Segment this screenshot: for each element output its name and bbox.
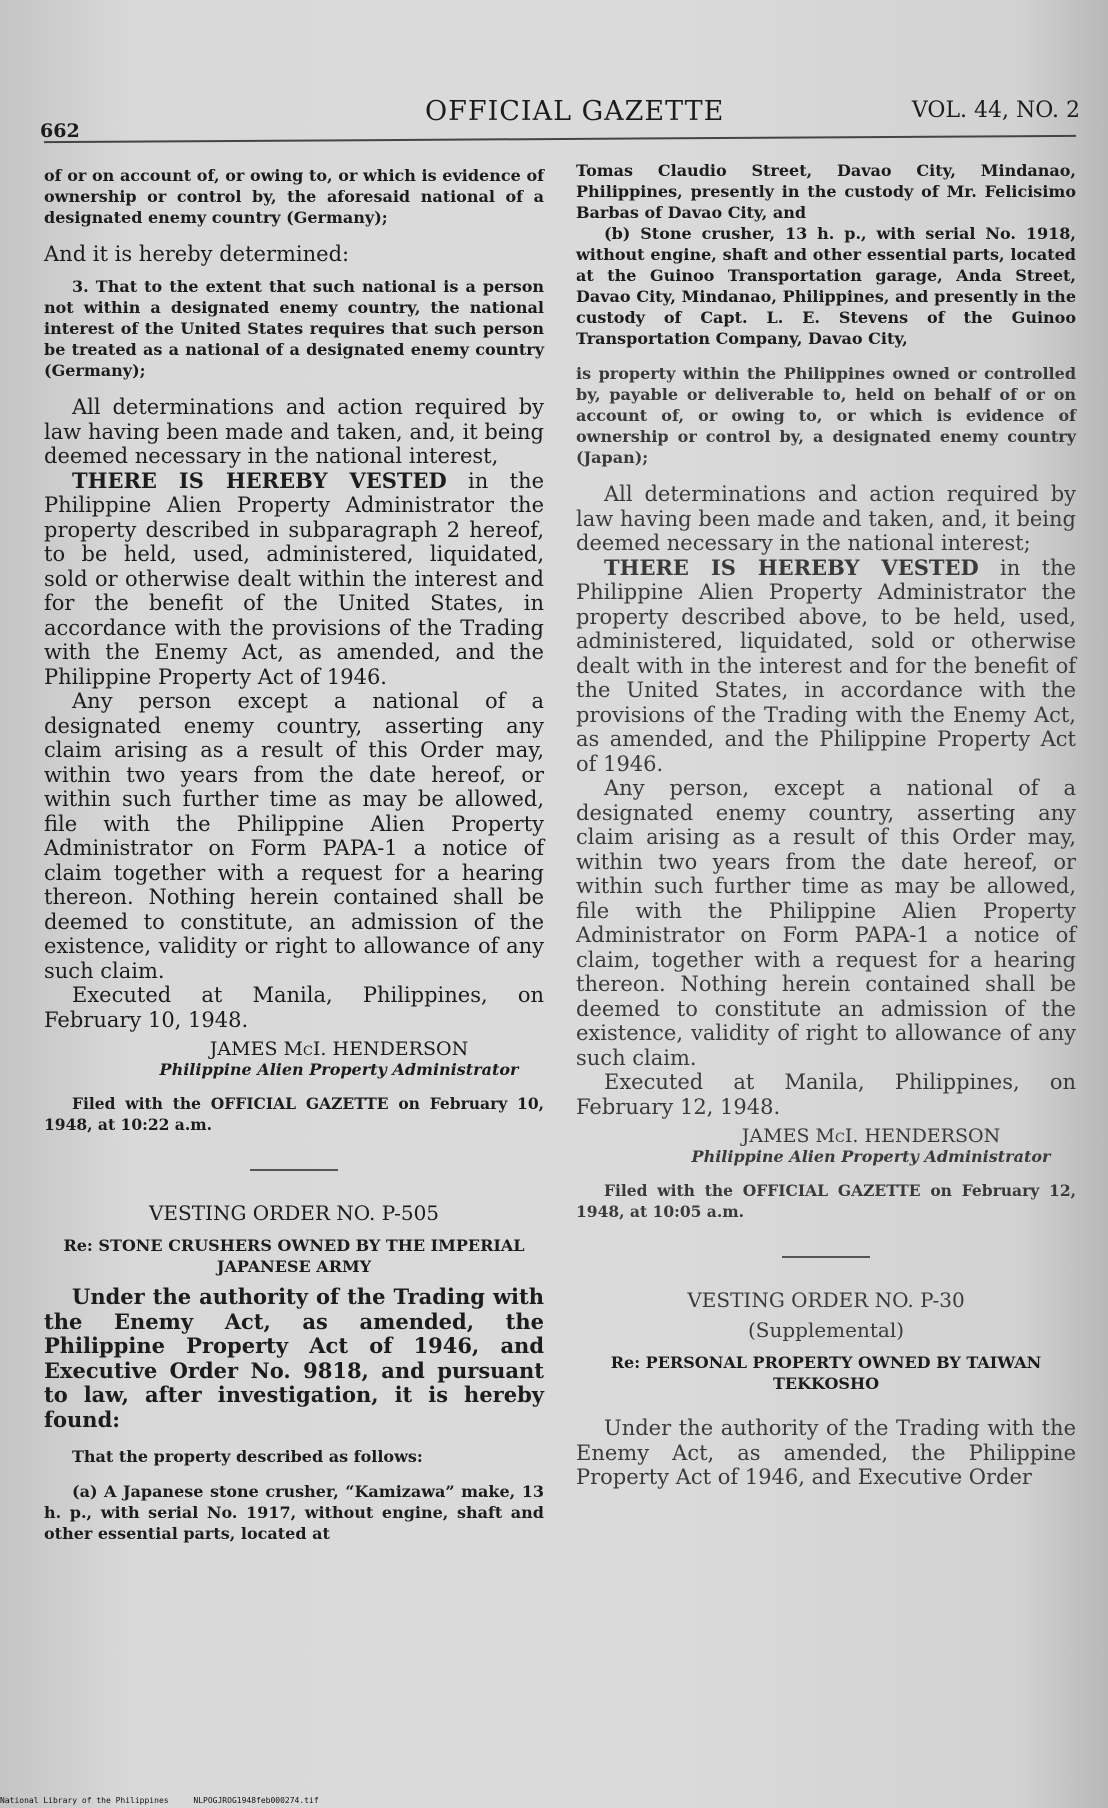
right-signer-title: Philippine Alien Property Administrator xyxy=(691,1147,1051,1166)
right-vested-lead: THERE IS HEREBY VESTED xyxy=(604,554,979,580)
right-divider xyxy=(782,1256,870,1258)
right-filed-note: Filed with the OFFICIAL GAZETTE on February 12, 1948, at 10:05 a.m. xyxy=(576,1181,1076,1221)
left-paragraph-3: 3. That to the extent that such national is a person not within a designated enemy country, the national interest of the United States requires that such person be treated as a national of a designated enemy country (Germany); xyxy=(44,277,544,380)
right-vesting-order-heading: VESTING ORDER NO. P-30 xyxy=(687,1288,965,1312)
right-executed-paragraph: Executed at Manila, Philippines, on February 12, 1948. xyxy=(576,1070,1076,1119)
right-column xyxy=(576,160,1076,1490)
left-authority-paragraph: Under the authority of the Trading with the Enemy Act, as amended, the Philippine Property Act of 1946, and Executive Order No. 9818, and pursuant to law, after investigation, it is hereby found: xyxy=(44,1284,544,1432)
right-item-b: (b) Stone crusher, 13 h. p., with serial No. 1918, without engine, shaft and other essential parts, located at the Guinoo Transportation garage, Anda Street, Davao City, Mindanao, Philippines, and presently in the custody of Capt. L. E. Stevens of the Guinoo Transportation Company, Davao City, xyxy=(576,224,1076,348)
right-claim-paragraph: Any person, except a national of a designated enemy country, asserting any claim arising as a result of this Order may, within two years from the date hereof, or within such further time as may be allowed, file with the Philippine Alien Property Administrator on Form PAPA-1 a notice of claim, together with a request for a hearing thereon. Nothing herein contained shall be deemed to constitute an admission of the existence, validity of right to allowance of any such claim. xyxy=(576,776,1076,1070)
footer-filename: NLPOGJROG1948feb000274.tif xyxy=(193,1796,319,1805)
left-claim-paragraph: Any person except a national of a designated enemy country, asserting any claim arising as a result of this Order may, within two years from the date hereof, or within such further time as may be allowed, file with the Philippine Alien Property Administrator on Form PAPA-1 a notice of claim together with a request for a hearing thereon. Nothing herein contained shall be deemed to constitute, an admission of the existence, validity or right to allowance of any such claim. xyxy=(44,689,544,983)
right-supplemental: (Supplemental) xyxy=(747,1318,905,1342)
left-vested-text: in the Philippine Alien Property Administrator the property described in subparagraph 2 hereof, to be held, used, administered, liquidated, sold or otherwise dealt within the interest and for the benefit of the United States, in accordance with the provisions of the Trading with the Enemy Act, as amended, and the Philippine Property Act of 1946. xyxy=(44,468,545,689)
publication-title: OFFICIAL GAZETTE xyxy=(425,96,725,127)
left-vested-paragraph xyxy=(44,469,544,690)
right-signer: JAMES McI. HENDERSON xyxy=(741,1125,1001,1147)
footer-library: National Library of the Philippines xyxy=(0,1796,169,1805)
right-authority-paragraph: Under the authority of the Trading with the Enemy Act, as amended, the Philippine Property Act of 1946, and Executive Order xyxy=(576,1416,1076,1489)
right-determinations-paragraph: All determinations and action required by law having been made and taken, and, it being deemed necessary in the national interest; xyxy=(576,482,1076,555)
left-item-a: (a) A Japanese stone crusher, “Kamizawa” make, 13 h. p., with serial No. 1917, without engine, shaft and other essential parts, located at xyxy=(44,1482,544,1543)
left-vested-lead: THERE IS HEREBY VESTED xyxy=(72,467,447,493)
left-executed-paragraph: Executed at Manila, Philippines, on February 10, 1948. xyxy=(44,983,544,1032)
right-property-statement: is property within the Philippines owned or controlled by, payable or deliverable to, held on behalf of or on account of, or owing to, or which is evidence of ownership or control by, a designated enemy country (Japan); xyxy=(576,364,1076,467)
right-vested-text: in the Philippine Alien Property Administrator the property described above, to be held, used, administered, liquidated, sold or otherwise dealt with in the interest and for the benefit of the United States, in accordance with the provisions of the Trading with the Enemy Act, as amended, and the Philippine Property Act of 1946. xyxy=(576,555,1077,776)
scan-footer xyxy=(0,1796,339,1805)
left-determinations-paragraph: All determinations and action required by law having been made and taken, and, it being deemed necessary in the national interest, xyxy=(44,395,544,468)
left-column xyxy=(44,165,544,1544)
right-vested-paragraph xyxy=(576,556,1076,777)
left-divider xyxy=(250,1169,338,1171)
volume-number: VOL. 44, NO. 2 xyxy=(911,98,1080,123)
left-filed-note: Filed with the OFFICIAL GAZETTE on February 10, 1948, at 10:22 a.m. xyxy=(44,1094,544,1134)
right-re-heading: Re: PERSONAL PROPERTY OWNED BY TAIWAN TEKKOSHO xyxy=(610,1353,1042,1393)
left-paragraph-1: of or on account of, or owing to, or which is evidence of ownership or control by, the aforesaid national of a designated enemy country (Germany); xyxy=(44,166,544,227)
left-determined-heading: And it is hereby determined: xyxy=(44,242,350,266)
page-number: 662 xyxy=(40,120,80,142)
page-header xyxy=(40,88,1080,142)
left-property-described: That the property described as follows: xyxy=(72,1447,423,1466)
left-signer: JAMES McI. HENDERSON xyxy=(209,1038,469,1060)
left-vesting-order-heading: VESTING ORDER NO. P-505 xyxy=(148,1201,440,1225)
right-paragraph-1: Tomas Claudio Street, Davao City, Mindanao, Philippines, presently in the custody of Mr. Felicisimo Barbas of Davao City, and xyxy=(576,161,1076,222)
left-signer-title: Philippine Alien Property Administrator xyxy=(159,1060,519,1079)
left-re-heading: Re: STONE CRUSHERS OWNED BY THE IMPERIAL JAPANESE ARMY xyxy=(63,1236,525,1276)
